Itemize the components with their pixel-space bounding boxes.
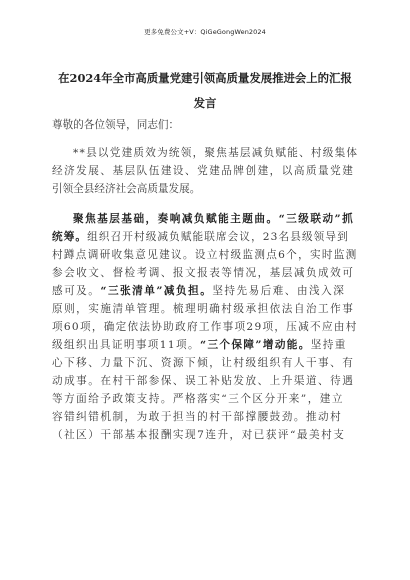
page-header: 更多免费公文+V：QiGeGongWen2024 xyxy=(144,28,266,36)
subheading-coordination: 统筹。 xyxy=(52,231,88,243)
section1-line-11: 等方面给予政策支持。严格落实“三个区分开来”，建立 xyxy=(52,393,344,405)
section1-line-2 xyxy=(52,229,349,245)
section1-line-9: 心下移、力量下沉、资源下倾，让村级组织有人干事、有 xyxy=(52,357,355,369)
section1-line-10: 动成事。在村干部参保、误工补贴发放、上升渠道、待遇 xyxy=(52,375,355,387)
section1-heading: 聚焦基层基础，奏响减负赋能主题曲。“三级联动”抓 xyxy=(73,213,355,225)
document-title xyxy=(50,66,360,116)
salutation: 尊敬的各位领导，同志们： xyxy=(52,119,180,131)
section1-line-13: （社区）干部基本报酬实现7连升，对已获评“最美村支 xyxy=(52,429,346,441)
section1-line-8 xyxy=(52,337,347,353)
section1-line-8-text: 级组织出具证明事项11项。 xyxy=(52,339,200,351)
subheading-three-guarantees: “三个保障”增动能。 xyxy=(199,339,311,351)
title-line-1: 在2024年全市高质量党建引领高质量发展推进会上的汇报 xyxy=(58,71,352,85)
section1-line-5-rest: 坚持先易后难、由浅入深 xyxy=(212,285,346,297)
intro-line-3: 引领全县经济社会高质量发展。 xyxy=(52,183,201,195)
intro-line-1: **县以党建质效为统领，聚焦基层减负赋能、村级集体 xyxy=(73,147,359,159)
section1-line-3: 村蹲点调研收集意见建议。设立村级监测点6个，实时监测 xyxy=(52,249,358,261)
intro-line-2: 经济发展、基层队伍建设、党建品牌创建，以高质量党建 xyxy=(52,165,355,177)
section1-line-5 xyxy=(52,283,345,299)
section1-line-4: 参会收文、督检考调、报文报表等情况，基层减负成效可 xyxy=(52,267,355,279)
section1-line-6: 原则，实施清单管理。梳理明确村级承担依法自治工作事 xyxy=(52,303,355,315)
section1-line-7: 项60项，确定依法协助政府工作事项29项，压减不应由村 xyxy=(52,321,358,333)
section1-line-5-text: 感可及。 xyxy=(52,285,101,297)
section1-line-2-text: 组织召开村级减负赋能联席会议，23名县级领导到 xyxy=(87,231,349,243)
title-line-2: 发言 xyxy=(193,96,217,110)
subheading-three-lists: “三张清单”减负担。 xyxy=(100,285,213,297)
section1-line-12: 容错纠错机制，为敢于担当的村干部撑腰鼓劲。推动村 xyxy=(52,411,343,423)
section1-line-8-rest: 坚持重 xyxy=(310,339,347,351)
